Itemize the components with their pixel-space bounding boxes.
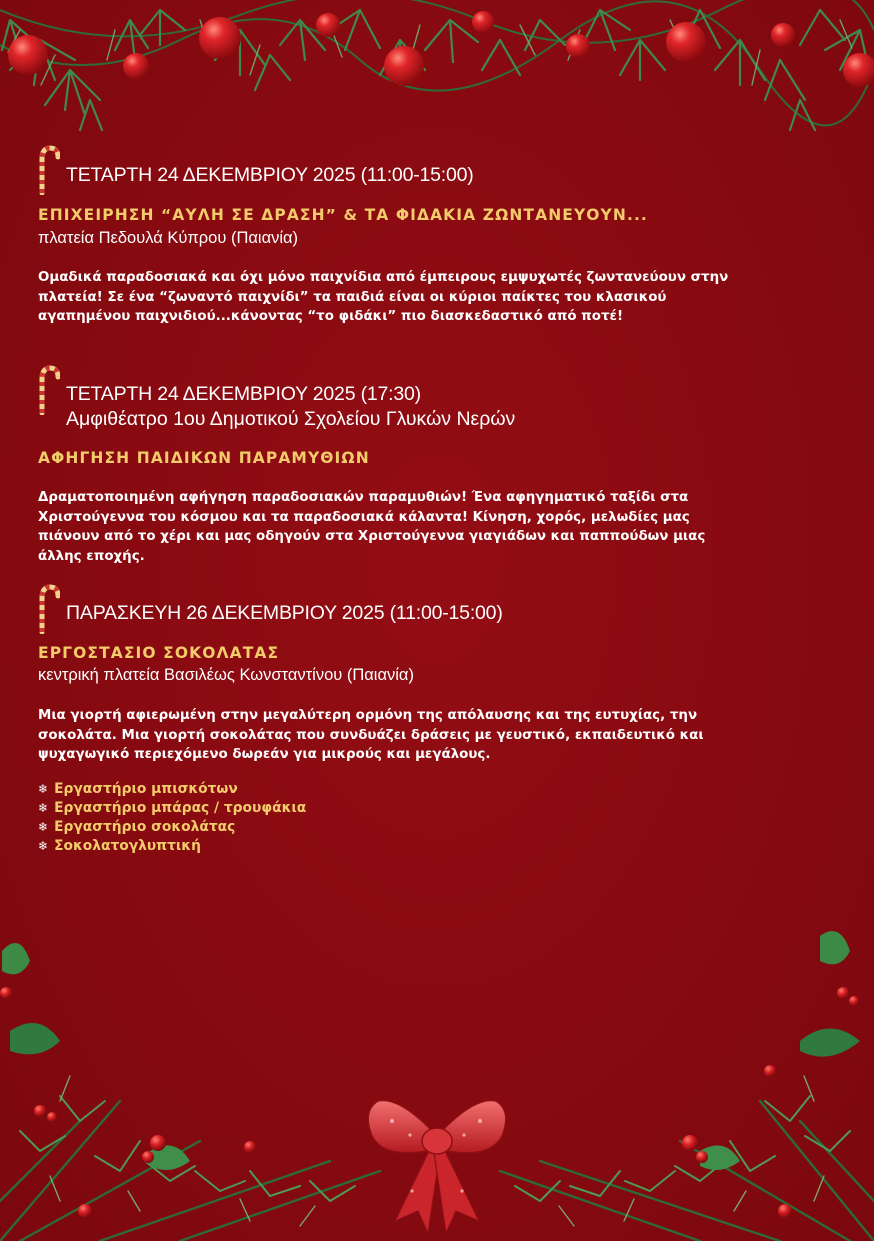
snowflake-icon: ❄ <box>38 782 49 796</box>
event-1-date: ΤΕΤΑΡΤΗ 24 ΔΕΚΕΜΒΡΙΟΥ 2025 (11:00-15:00) <box>66 164 474 186</box>
event-3-title: ΕΡΓΟΣΤΑΣΙΟ ΣΟΚΟΛΑΤΑΣ <box>38 644 280 662</box>
workshop-label: Εργαστήριο μπάρας / τρουφάκια <box>54 800 307 816</box>
list-item <box>38 837 306 856</box>
description-line: Μια γιορτή αφιερωμένη στην μεγαλύτερη ορμόνη της απόλαυσης και της ευτυχίας, την <box>38 708 698 723</box>
workshop-label: Εργαστήριο σοκολάτας <box>54 819 236 835</box>
list-item <box>38 799 306 818</box>
event-3-date: ΠΑΡΑΣΚΕΥΗ 26 ΔΕΚΕΜΒΡΙΟΥ 2025 (11:00-15:00) <box>66 602 503 624</box>
list-item <box>38 818 306 837</box>
description-line: Δραματοποιημένη αφήγηση παραδοσιακών παραμυθιών! Ένα αφηγηματικό ταξίδι στα <box>38 490 689 505</box>
event-1-title: ΕΠΙΧΕΙΡΗΣΗ “ΑΥΛΗ ΣΕ ΔΡΑΣΗ” & ΤΑ ΦΙΔΑΚΙΑ ΖΩΝΤΑΝΕΥΟΥΝ... <box>38 206 648 224</box>
ribbon-bow-icon <box>368 1100 506 1233</box>
snowflake-icon: ❄ <box>38 820 49 834</box>
top-pine-garland <box>0 0 874 140</box>
snowflake-icon: ❄ <box>38 801 49 815</box>
description-line: ψυχαγωγικό περιεχόμενο δωρεάν για μικρούς και μεγάλους. <box>38 747 491 762</box>
description-line: Ομαδικά παραδοσιακά και όχι μόνο παιχνίδια από έμπειρους εμψυχωτές ζωντανεύουν στην <box>38 270 729 285</box>
list-item <box>38 780 306 799</box>
description-line: αγαπημένου παιχνιδιού...κάνοντας “το φιδάκι” πιο διασκεδαστικό από ποτέ! <box>38 309 624 324</box>
event-3-venue: κεντρική πλατεία Βασιλέως Κωνσταντίνου (Παιανία) <box>38 666 414 684</box>
description-line: πλατεία! Σε ένα “ζωναντό παιχνίδι” τα παιδιά είναι οι κύριοι παίκτες του κλασικού <box>38 289 667 305</box>
event-3-description <box>38 706 838 765</box>
description-line: Χριστούγεννα του κόσμου και τα παραδοσιακά κάλαντα! Κίνηση, χορός, μελωδίες μας <box>38 509 690 525</box>
event-2-date: ΤΕΤΑΡΤΗ 24 ΔΕΚΕΜΒΡΙΟΥ 2025 (17:30) <box>66 383 421 405</box>
description-line: πιάνουν από το χέρι και μας οδηγούν στα Χριστούγεννα γιαγιάδων και παππούδων μιας <box>38 529 706 544</box>
snowflake-icon: ❄ <box>38 839 49 853</box>
candy-cane-icon <box>36 584 60 634</box>
workshop-label: Εργαστήριο μπισκότων <box>54 781 238 797</box>
event-2-description <box>38 488 838 566</box>
description-line: σοκολάτα. Μια γιορτή σοκολάτας που συνδυάζει δράσεις με γευστικό, εκπαιδευτικό και <box>38 727 704 743</box>
event-2-venue: Αμφιθέατρο 1ου Δημοτικού Σχολείου Γλυκών Νερών <box>66 408 516 430</box>
bottom-pine-garland <box>0 921 874 1241</box>
workshop-label: Σοκολατογλυπτική <box>54 838 201 854</box>
candy-cane-icon <box>36 145 60 195</box>
event-1-venue: πλατεία Πεδουλά Κύπρου (Παιανία) <box>38 229 299 247</box>
description-line: άλλης εποχής. <box>38 548 145 564</box>
workshop-list <box>38 780 306 856</box>
candy-cane-icon <box>36 365 60 415</box>
event-2-title: ΑΦΗΓΗΣΗ ΠΑΙΔΙΚΩΝ ΠΑΡΑΜΥΘΙΩΝ <box>38 449 370 467</box>
event-1-description <box>38 268 838 327</box>
